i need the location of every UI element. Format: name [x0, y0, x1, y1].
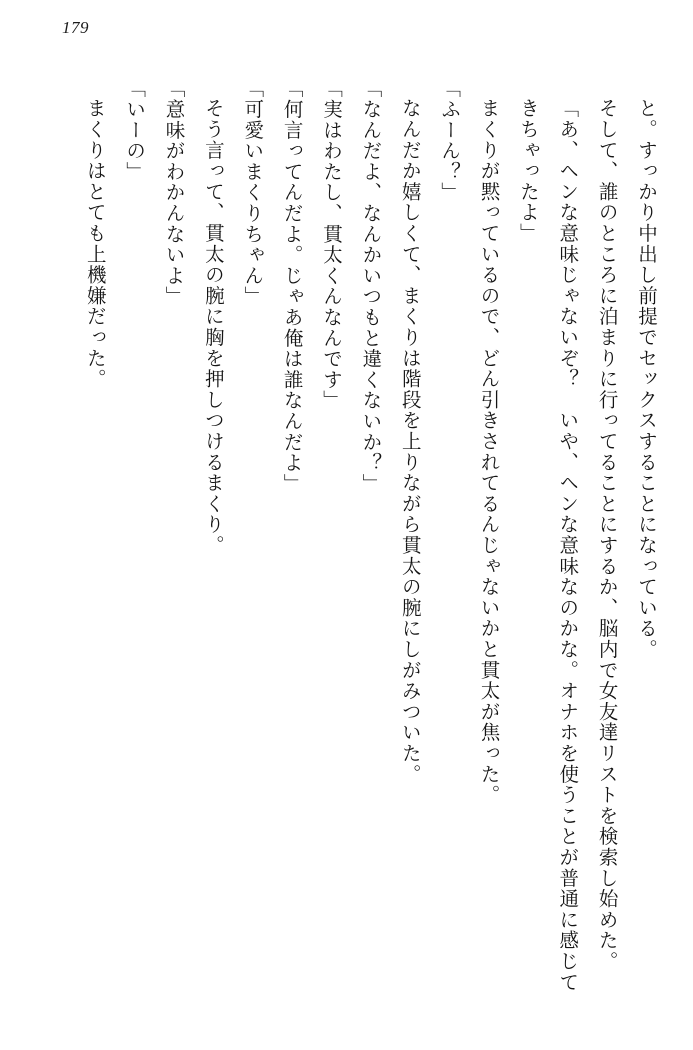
paragraph: と。すっかり中出し前提でセックスすることになっている。 [635, 98, 656, 660]
paragraph: 「なんだよ、なんかいつもと違くないか？」 [359, 78, 381, 494]
paragraph: 「実はわたし、貫太くんなんです」 [320, 78, 341, 411]
paragraph: 「いーの」 [123, 78, 145, 182]
paragraph: そして、誰のところに泊まりに行ってることにするか、脳内で女友達リストを検索し始めた。 [595, 98, 617, 972]
paragraph: まくりはとても上機嫌だった。 [83, 98, 105, 390]
paragraph: なんだか嬉しくて、まくりは階段を上りながら貫太の腕にしがみついた。 [398, 98, 420, 785]
paragraph: 「ふーん？」 [438, 78, 460, 203]
page-text-body [52, 78, 665, 1008]
page-number: 179 [62, 18, 89, 37]
paragraph: そう言って、貫太の腕に胸を押しつけるまくり。 [201, 98, 223, 556]
paragraph: 「可愛いまくりちゃん」 [241, 78, 263, 307]
paragraph: 「あ、ヘンな意味じゃないぞ？ いや、ヘンな意味なのかな。オナホを使うことが普通に感じてきちゃったよ」 [516, 98, 578, 993]
paragraph: まくりが黙っているので、どん引きされてるんじゃないかと貫太が焦った。 [477, 98, 499, 806]
paragraph: 「何言ってんだよ。じゃあ俺は誰なんだよ」 [280, 78, 302, 494]
paragraph: 「意味がわかんないよ」 [162, 78, 184, 307]
